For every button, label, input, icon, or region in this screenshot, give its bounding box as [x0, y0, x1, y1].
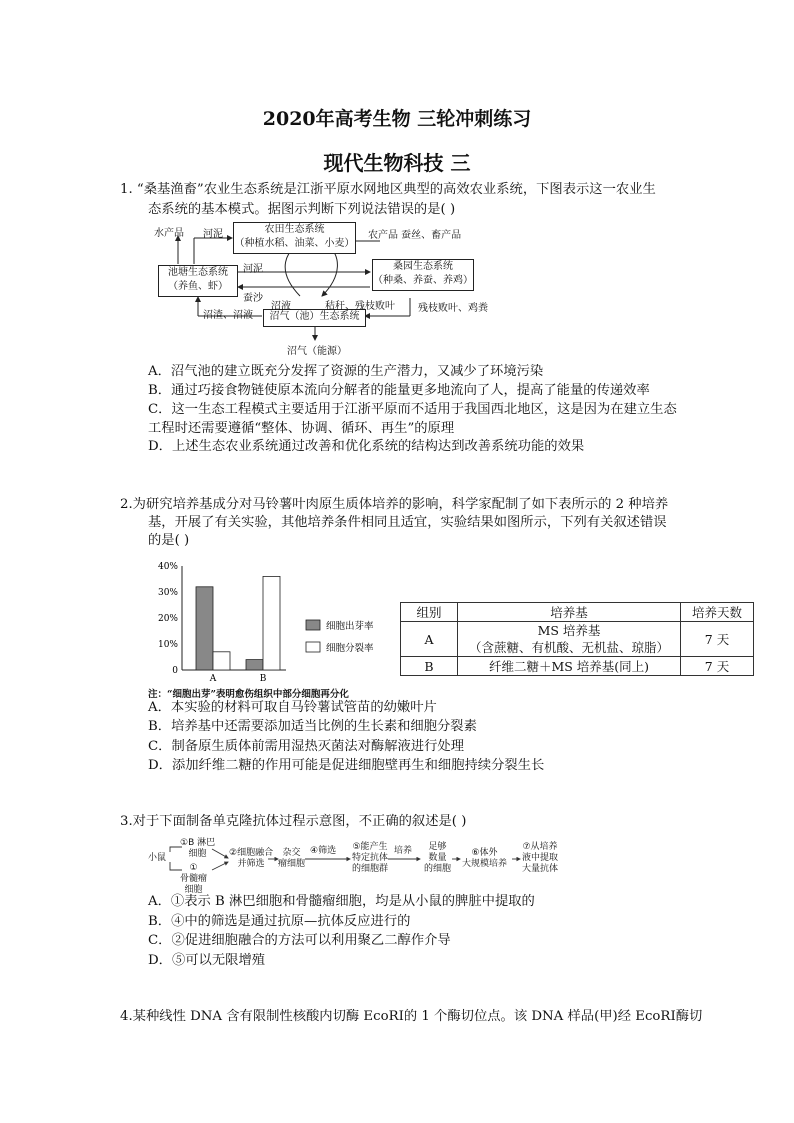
label-straw: 秸秆、残枝败叶 [325, 301, 395, 312]
legend-label: 细胞出芽率 [326, 621, 374, 632]
y-tick-label: 10% [157, 640, 178, 650]
y-tick-label: 20% [157, 614, 178, 624]
page-subtitle: 现代生物科技 三 [323, 151, 471, 175]
q2-stem-line2: 基，开展了有关实验，其他培养条件相同且适宜，实验结果如图所示，下列有关叙述错误 [148, 515, 667, 530]
table-header: 培养基 [458, 603, 681, 622]
pond-sub: （养鱼、虾） [168, 281, 228, 292]
table-cell: B [401, 657, 458, 676]
flow-large: ⑥体外 大规模培养 [462, 848, 508, 869]
q2-option-d: D．添加纤维二糖的作用可能是促进细胞壁再生和细胞持续分裂生长 [148, 758, 545, 773]
mulberry-sub: （种桑、养蚕、养鸡） [373, 275, 473, 286]
table-cell-line: （含蔗糖、有机酸、无机盐、琼脂） [468, 640, 669, 655]
q1-option-c-cont: 工程时还需要遵循“整体、协调、循环、再生”的原理 [148, 421, 455, 436]
table-cell: A [401, 622, 458, 657]
label-residue: 残枝败叶、鸡粪 [418, 303, 488, 314]
table-cell-line: MS 培养基 [537, 623, 601, 638]
flow-fusion: ②细胞融合 并筛选 [229, 848, 274, 869]
label-silkworm-sand: 蚕沙 [243, 293, 263, 304]
flow-enough: 足够 数量 的细胞 [424, 842, 452, 874]
q2-option-c: C．制备原生质体前需用湿热灭菌法对酶解液进行处理 [148, 739, 465, 754]
flow-myeloma: ① 骨髓瘤 细胞 [180, 863, 208, 895]
table-cell: 7 天 [681, 657, 754, 676]
chart-note: 注：“细胞出芽”表明愈伤组织中部分细胞再分化 [148, 689, 349, 700]
q1-option-d: D．上述生态农业系统通过改善和优化系统的结构达到改善系统功能的效果 [148, 439, 585, 454]
label-river-mud-top: 河泥 [203, 229, 223, 240]
q2-stem-line3: 的是( ) [148, 533, 190, 548]
q2-option-b: B．培养基中还需要添加适当比例的生长素和细胞分裂素 [148, 719, 477, 734]
y-tick-label: 30% [157, 588, 178, 598]
y-tick-label: 0 [172, 666, 178, 676]
x-category-label: A [209, 674, 217, 684]
q1-option-a: A．沼气池的建立既充分发挥了资源的生产潜力，又减少了环境污染 [148, 364, 544, 379]
flow-hybrid: 杂交 瘤细胞 [278, 848, 306, 869]
q4-stem: 4.某种线性 DNA 含有限制性核酸内切酶 EcoRⅠ的 1 个酶切位点。该 DNA 样品(甲)经 EcoRⅠ酶切 [120, 1009, 703, 1024]
page-title: 2020年高考生物 三轮冲刺练习 [262, 108, 532, 130]
q3-stem: 3.对于下面制备单克隆抗体过程示意图，不正确的叙述是( ) [120, 814, 467, 829]
flow-b-cell: ①B 淋巴 细胞 [180, 838, 216, 859]
q1-stem-line1: 1. “桑基渔畜”农业生态系统是江浙平原水网地区典型的高效农业系统，下图表示这一农业生 [120, 182, 656, 197]
flow-specific: ⑤能产生 特定抗体 的细胞群 [352, 842, 389, 874]
biogas-title: 沼气（池）生态系统 [269, 311, 360, 322]
q3-option-a: A．①表示 B 淋巴细胞和骨髓瘤细胞，均是从小鼠的脾脏中提取的 [148, 894, 535, 909]
q3-option-b: B．④中的筛选是通过抗原—抗体反应进行的 [148, 914, 411, 929]
q1-option-b: B．通过巧接食物链使原本流向分解者的能量更多地流向了人，提高了能量的传递效率 [148, 383, 650, 398]
q2-stem-line1: 2.为研究培养基成分对马铃薯叶肉原生质体培养的影响，科学家配制了如下表所示的 2 种培养 [120, 497, 669, 512]
x-category-label: B [259, 674, 267, 684]
flow-extract: ⑦从培养 液中提取 大量抗体 [522, 842, 559, 874]
flow-mouse: 小鼠 [148, 853, 167, 863]
y-tick-label: 40% [157, 562, 178, 572]
table-cell: 7 天 [681, 622, 754, 657]
legend-label: 细胞分裂率 [326, 643, 374, 654]
q2-option-a: A．本实验的材料可取自马铃薯试管苗的幼嫩叶片 [148, 700, 437, 715]
label-water-products: 水产品 [154, 228, 184, 239]
mulberry-title: 桑园生态系统 [393, 261, 453, 272]
flow-screen: ④筛选 [310, 846, 337, 856]
label-river-mud-mid: 河泥 [243, 264, 263, 275]
farm-title: 农田生态系统 [264, 224, 325, 235]
q1-option-c: C．这一生态工程模式主要适用于江浙平原而不适用于我国西北地区，这是因为在建立生态 [148, 402, 677, 417]
farm-sub: （种植水稻、油菜、小麦） [234, 238, 355, 249]
pond-title: 池塘生态系统 [168, 267, 228, 278]
table-header: 组别 [401, 603, 458, 622]
label-farm-products: 农产品 蚕丝、畜产品 [368, 230, 462, 241]
label-biogas-residue: 沼渣、沼液 [203, 310, 253, 321]
q3-option-d: D．⑤可以无限增殖 [148, 953, 266, 968]
table-cell: 纤维二糖＋MS 培养基(同上) [458, 657, 681, 676]
q1-stem-line2: 态系统的基本模式。据图示判断下列说法错误的是( ) [148, 202, 456, 217]
table-header: 培养天数 [681, 603, 754, 622]
label-biogas-energy: 沼气（能源） [287, 346, 347, 357]
flow-culture: 培养 [394, 846, 413, 856]
label-biogas-liquid: 沼液 [271, 301, 291, 312]
q3-option-c: C．②促进细胞融合的方法可以利用聚乙二醇作介导 [148, 933, 451, 948]
